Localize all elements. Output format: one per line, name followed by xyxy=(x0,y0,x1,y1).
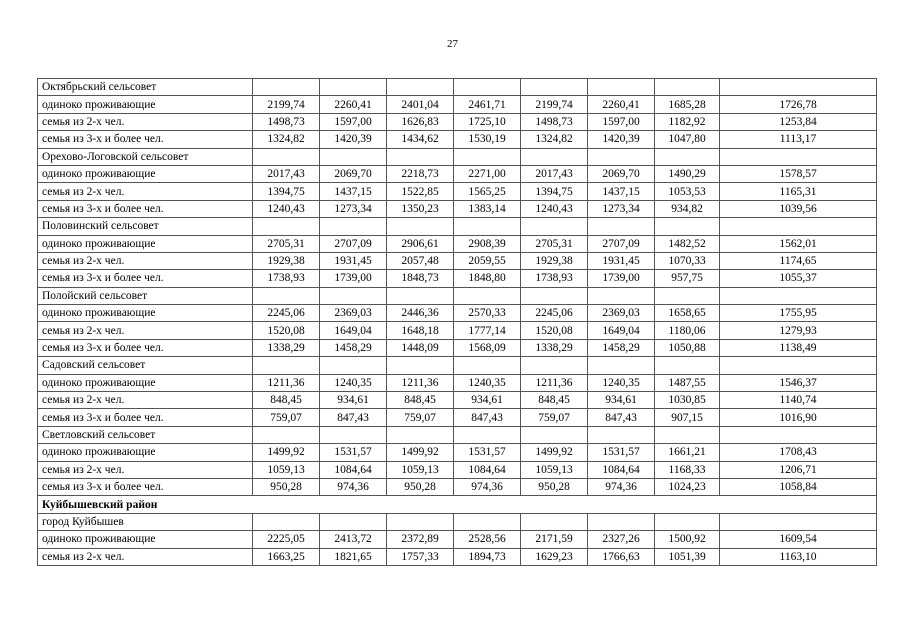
row-label: Полойский сельсовет xyxy=(38,287,253,304)
value-cell xyxy=(588,287,655,304)
value-cell: 1848,73 xyxy=(387,270,454,287)
row-label: семья из 2-х чел. xyxy=(38,183,253,200)
row-label: семья из 2-х чел. xyxy=(38,548,253,565)
value-cell: 1739,00 xyxy=(588,270,655,287)
value-cell: 2017,43 xyxy=(253,165,320,182)
value-cell xyxy=(253,513,320,530)
value-cell: 1338,29 xyxy=(521,339,588,356)
value-cell: 1039,56 xyxy=(720,200,877,217)
value-cell xyxy=(720,148,877,165)
row-label: семья из 2-х чел. xyxy=(38,113,253,130)
value-cell: 1931,45 xyxy=(320,252,387,269)
value-cell: 759,07 xyxy=(253,409,320,426)
value-cell xyxy=(454,513,521,530)
value-cell: 1755,95 xyxy=(720,305,877,322)
value-cell: 2245,06 xyxy=(521,305,588,322)
value-cell: 847,43 xyxy=(320,409,387,426)
district-header-row xyxy=(38,496,877,513)
table-row xyxy=(38,96,877,113)
value-cell xyxy=(253,148,320,165)
value-cell: 1458,29 xyxy=(320,339,387,356)
row-label: семья из 3-х и более чел. xyxy=(38,339,253,356)
value-cell: 1273,34 xyxy=(320,200,387,217)
value-cell: 2327,26 xyxy=(588,531,655,548)
value-cell xyxy=(521,148,588,165)
group-header-row xyxy=(38,79,877,96)
value-cell: 1726,78 xyxy=(720,96,877,113)
value-cell: 1578,57 xyxy=(720,165,877,182)
value-cell: 848,45 xyxy=(521,392,588,409)
value-cell: 1498,73 xyxy=(521,113,588,130)
value-cell: 2401,04 xyxy=(387,96,454,113)
value-cell: 1211,36 xyxy=(253,374,320,391)
table-row xyxy=(38,270,877,287)
value-cell: 2271,00 xyxy=(454,165,521,182)
value-cell xyxy=(454,426,521,443)
value-cell xyxy=(655,287,720,304)
value-cell: 1609,54 xyxy=(720,531,877,548)
value-cell: 1520,08 xyxy=(253,322,320,339)
value-cell: 2069,70 xyxy=(320,165,387,182)
value-cell: 1929,38 xyxy=(521,252,588,269)
value-cell: 2057,48 xyxy=(387,252,454,269)
row-label: одиноко проживающие xyxy=(38,96,253,113)
value-cell: 1766,63 xyxy=(588,548,655,565)
value-cell: 2069,70 xyxy=(588,165,655,182)
value-cell: 1568,09 xyxy=(454,339,521,356)
table-row xyxy=(38,478,877,495)
value-cell xyxy=(521,218,588,235)
value-cell: 1487,55 xyxy=(655,374,720,391)
value-cell: 934,61 xyxy=(588,392,655,409)
table-row xyxy=(38,374,877,391)
value-cell: 1420,39 xyxy=(588,131,655,148)
value-cell: 2705,31 xyxy=(521,235,588,252)
row-label: Октябрьский сельсовет xyxy=(38,79,253,96)
value-cell: 759,07 xyxy=(521,409,588,426)
value-cell: 2369,03 xyxy=(588,305,655,322)
value-cell: 934,61 xyxy=(454,392,521,409)
row-label: Куйбышевский район xyxy=(38,496,877,513)
value-cell xyxy=(521,79,588,96)
row-label: одиноко проживающие xyxy=(38,374,253,391)
value-cell: 1394,75 xyxy=(521,183,588,200)
value-cell: 1531,57 xyxy=(454,444,521,461)
value-cell xyxy=(454,218,521,235)
value-cell xyxy=(454,357,521,374)
value-cell: 1931,45 xyxy=(588,252,655,269)
value-cell: 2260,41 xyxy=(588,96,655,113)
row-label: семья из 2-х чел. xyxy=(38,252,253,269)
group-header-row xyxy=(38,287,877,304)
value-cell: 1420,39 xyxy=(320,131,387,148)
value-cell: 1626,83 xyxy=(387,113,454,130)
value-cell: 1024,23 xyxy=(655,478,720,495)
value-cell xyxy=(655,357,720,374)
value-cell: 1448,09 xyxy=(387,339,454,356)
value-cell: 1725,10 xyxy=(454,113,521,130)
value-cell: 1565,25 xyxy=(454,183,521,200)
value-cell: 1240,43 xyxy=(521,200,588,217)
group-header-row xyxy=(38,357,877,374)
value-cell: 1738,93 xyxy=(253,270,320,287)
value-cell: 1058,84 xyxy=(720,478,877,495)
value-cell: 847,43 xyxy=(454,409,521,426)
value-cell: 1848,80 xyxy=(454,270,521,287)
value-cell: 950,28 xyxy=(253,478,320,495)
value-cell: 1629,23 xyxy=(521,548,588,565)
value-cell: 1059,13 xyxy=(387,461,454,478)
value-cell: 2059,55 xyxy=(454,252,521,269)
value-cell: 1240,35 xyxy=(588,374,655,391)
value-cell xyxy=(655,426,720,443)
row-label: семья из 3-х и более чел. xyxy=(38,270,253,287)
value-cell: 1240,35 xyxy=(320,374,387,391)
value-cell: 1324,82 xyxy=(253,131,320,148)
value-cell: 1648,18 xyxy=(387,322,454,339)
value-cell xyxy=(521,426,588,443)
value-cell: 1030,85 xyxy=(655,392,720,409)
table-row xyxy=(38,183,877,200)
value-cell: 2372,89 xyxy=(387,531,454,548)
value-cell: 1240,35 xyxy=(454,374,521,391)
value-cell xyxy=(253,79,320,96)
table-row xyxy=(38,531,877,548)
value-cell: 2225,05 xyxy=(253,531,320,548)
value-cell: 1658,65 xyxy=(655,305,720,322)
value-cell xyxy=(320,287,387,304)
value-cell: 1663,25 xyxy=(253,548,320,565)
row-label: семья из 2-х чел. xyxy=(38,322,253,339)
row-label: Орехово-Логовской сельсовет xyxy=(38,148,253,165)
value-cell: 1053,53 xyxy=(655,183,720,200)
value-cell xyxy=(720,426,877,443)
value-cell xyxy=(320,426,387,443)
value-cell xyxy=(720,513,877,530)
row-label: одиноко проживающие xyxy=(38,531,253,548)
value-cell: 1500,92 xyxy=(655,531,720,548)
value-cell: 1206,71 xyxy=(720,461,877,478)
value-cell: 1394,75 xyxy=(253,183,320,200)
row-label: одиноко проживающие xyxy=(38,444,253,461)
value-cell: 1482,52 xyxy=(655,235,720,252)
value-cell: 1499,92 xyxy=(253,444,320,461)
value-cell: 1059,13 xyxy=(521,461,588,478)
value-cell: 1084,64 xyxy=(588,461,655,478)
value-cell: 957,75 xyxy=(655,270,720,287)
table-row xyxy=(38,409,877,426)
row-label: семья из 3-х и более чел. xyxy=(38,131,253,148)
value-cell xyxy=(655,148,720,165)
value-cell: 1929,38 xyxy=(253,252,320,269)
value-cell xyxy=(320,357,387,374)
value-cell: 1055,37 xyxy=(720,270,877,287)
row-label: одиноко проживающие xyxy=(38,235,253,252)
value-cell: 1649,04 xyxy=(588,322,655,339)
value-cell xyxy=(588,148,655,165)
value-cell: 1138,49 xyxy=(720,339,877,356)
value-cell: 1708,43 xyxy=(720,444,877,461)
value-cell: 2528,56 xyxy=(454,531,521,548)
table-row xyxy=(38,252,877,269)
value-cell: 2570,33 xyxy=(454,305,521,322)
row-label: семья из 3-х и более чел. xyxy=(38,409,253,426)
row-label: семья из 3-х и более чел. xyxy=(38,200,253,217)
value-cell xyxy=(521,513,588,530)
value-cell: 1434,62 xyxy=(387,131,454,148)
table-row xyxy=(38,444,877,461)
value-cell: 1498,73 xyxy=(253,113,320,130)
row-label: Садовский сельсовет xyxy=(38,357,253,374)
value-cell xyxy=(253,357,320,374)
value-cell: 1279,93 xyxy=(720,322,877,339)
value-cell xyxy=(720,218,877,235)
value-cell xyxy=(387,79,454,96)
page-number: 27 xyxy=(447,38,458,50)
value-cell xyxy=(521,357,588,374)
value-cell xyxy=(387,148,454,165)
value-cell xyxy=(387,357,454,374)
value-cell: 2017,43 xyxy=(521,165,588,182)
value-cell xyxy=(588,513,655,530)
value-cell: 2413,72 xyxy=(320,531,387,548)
value-cell: 1530,19 xyxy=(454,131,521,148)
value-cell: 1522,85 xyxy=(387,183,454,200)
table-row xyxy=(38,305,877,322)
value-cell: 2705,31 xyxy=(253,235,320,252)
value-cell xyxy=(588,357,655,374)
value-cell: 1738,93 xyxy=(521,270,588,287)
value-cell: 2707,09 xyxy=(320,235,387,252)
value-cell xyxy=(454,148,521,165)
value-cell: 950,28 xyxy=(521,478,588,495)
value-cell: 1059,13 xyxy=(253,461,320,478)
value-cell: 2245,06 xyxy=(253,305,320,322)
value-cell: 934,61 xyxy=(320,392,387,409)
value-cell: 1180,06 xyxy=(655,322,720,339)
value-cell xyxy=(655,513,720,530)
value-cell: 847,43 xyxy=(588,409,655,426)
value-cell xyxy=(253,426,320,443)
table-row xyxy=(38,339,877,356)
row-label: семья из 2-х чел. xyxy=(38,392,253,409)
value-cell: 1051,39 xyxy=(655,548,720,565)
value-cell: 974,36 xyxy=(454,478,521,495)
value-cell: 907,15 xyxy=(655,409,720,426)
value-cell: 974,36 xyxy=(320,478,387,495)
value-cell: 1531,57 xyxy=(320,444,387,461)
value-cell: 1437,15 xyxy=(320,183,387,200)
value-cell xyxy=(720,287,877,304)
value-cell xyxy=(387,218,454,235)
table-row xyxy=(38,165,877,182)
row-label: семья из 2-х чел. xyxy=(38,461,253,478)
table-row xyxy=(38,461,877,478)
value-cell: 1016,90 xyxy=(720,409,877,426)
value-cell: 1163,10 xyxy=(720,548,877,565)
value-cell: 1531,57 xyxy=(588,444,655,461)
row-label: Светловский сельсовет xyxy=(38,426,253,443)
value-cell: 1546,37 xyxy=(720,374,877,391)
value-cell: 1047,80 xyxy=(655,131,720,148)
value-cell xyxy=(588,426,655,443)
table-row xyxy=(38,200,877,217)
value-cell: 1649,04 xyxy=(320,322,387,339)
value-cell xyxy=(253,287,320,304)
row-label: Половинский сельсовет xyxy=(38,218,253,235)
value-cell xyxy=(655,218,720,235)
value-cell: 1338,29 xyxy=(253,339,320,356)
value-cell: 1383,14 xyxy=(454,200,521,217)
value-cell: 1113,17 xyxy=(720,131,877,148)
value-cell xyxy=(320,513,387,530)
value-cell: 2446,36 xyxy=(387,305,454,322)
value-cell: 1499,92 xyxy=(521,444,588,461)
value-cell xyxy=(320,79,387,96)
value-cell xyxy=(720,79,877,96)
table-row xyxy=(38,548,877,565)
value-cell: 1597,00 xyxy=(320,113,387,130)
group-header-row xyxy=(38,426,877,443)
value-cell: 1253,84 xyxy=(720,113,877,130)
value-cell: 1821,65 xyxy=(320,548,387,565)
value-cell: 1165,31 xyxy=(720,183,877,200)
value-cell: 1757,33 xyxy=(387,548,454,565)
value-cell: 1240,43 xyxy=(253,200,320,217)
value-cell: 1777,14 xyxy=(454,322,521,339)
value-cell: 2260,41 xyxy=(320,96,387,113)
value-cell xyxy=(387,426,454,443)
value-cell: 1050,88 xyxy=(655,339,720,356)
row-label: семья из 3-х и более чел. xyxy=(38,478,253,495)
value-cell: 848,45 xyxy=(253,392,320,409)
value-cell: 2461,71 xyxy=(454,96,521,113)
value-cell: 1894,73 xyxy=(454,548,521,565)
row-label: город Куйбышев xyxy=(38,513,253,530)
value-cell xyxy=(253,218,320,235)
table-row xyxy=(38,235,877,252)
value-cell: 1739,00 xyxy=(320,270,387,287)
value-cell: 2199,74 xyxy=(253,96,320,113)
value-cell xyxy=(454,79,521,96)
value-cell xyxy=(387,287,454,304)
tariff-table xyxy=(37,78,877,566)
table-row xyxy=(38,113,877,130)
group-header-row xyxy=(38,513,877,530)
value-cell: 1490,29 xyxy=(655,165,720,182)
value-cell: 1084,64 xyxy=(454,461,521,478)
value-cell: 1182,92 xyxy=(655,113,720,130)
value-cell: 1324,82 xyxy=(521,131,588,148)
group-header-row xyxy=(38,218,877,235)
value-cell: 759,07 xyxy=(387,409,454,426)
value-cell: 1350,23 xyxy=(387,200,454,217)
value-cell xyxy=(521,287,588,304)
value-cell xyxy=(320,148,387,165)
value-cell: 2171,59 xyxy=(521,531,588,548)
value-cell xyxy=(320,218,387,235)
value-cell: 1211,36 xyxy=(521,374,588,391)
value-cell: 2707,09 xyxy=(588,235,655,252)
value-cell: 1562,01 xyxy=(720,235,877,252)
table-row xyxy=(38,131,877,148)
value-cell: 1520,08 xyxy=(521,322,588,339)
value-cell xyxy=(588,218,655,235)
table-row xyxy=(38,392,877,409)
value-cell: 1273,34 xyxy=(588,200,655,217)
value-cell xyxy=(387,513,454,530)
value-cell xyxy=(655,79,720,96)
value-cell: 2906,61 xyxy=(387,235,454,252)
value-cell: 2908,39 xyxy=(454,235,521,252)
value-cell: 1685,28 xyxy=(655,96,720,113)
value-cell: 1174,65 xyxy=(720,252,877,269)
value-cell: 950,28 xyxy=(387,478,454,495)
value-cell: 1070,33 xyxy=(655,252,720,269)
row-label: одиноко проживающие xyxy=(38,165,253,182)
table-body xyxy=(38,79,877,566)
value-cell: 1140,74 xyxy=(720,392,877,409)
value-cell: 1211,36 xyxy=(387,374,454,391)
value-cell: 1458,29 xyxy=(588,339,655,356)
value-cell xyxy=(588,79,655,96)
value-cell: 1168,33 xyxy=(655,461,720,478)
value-cell xyxy=(454,287,521,304)
value-cell: 1499,92 xyxy=(387,444,454,461)
value-cell: 1437,15 xyxy=(588,183,655,200)
value-cell xyxy=(720,357,877,374)
value-cell: 1597,00 xyxy=(588,113,655,130)
value-cell: 1661,21 xyxy=(655,444,720,461)
group-header-row xyxy=(38,148,877,165)
value-cell: 2369,03 xyxy=(320,305,387,322)
value-cell: 1084,64 xyxy=(320,461,387,478)
value-cell: 2218,73 xyxy=(387,165,454,182)
value-cell: 848,45 xyxy=(387,392,454,409)
row-label: одиноко проживающие xyxy=(38,305,253,322)
value-cell: 2199,74 xyxy=(521,96,588,113)
table-row xyxy=(38,322,877,339)
value-cell: 974,36 xyxy=(588,478,655,495)
value-cell: 934,82 xyxy=(655,200,720,217)
